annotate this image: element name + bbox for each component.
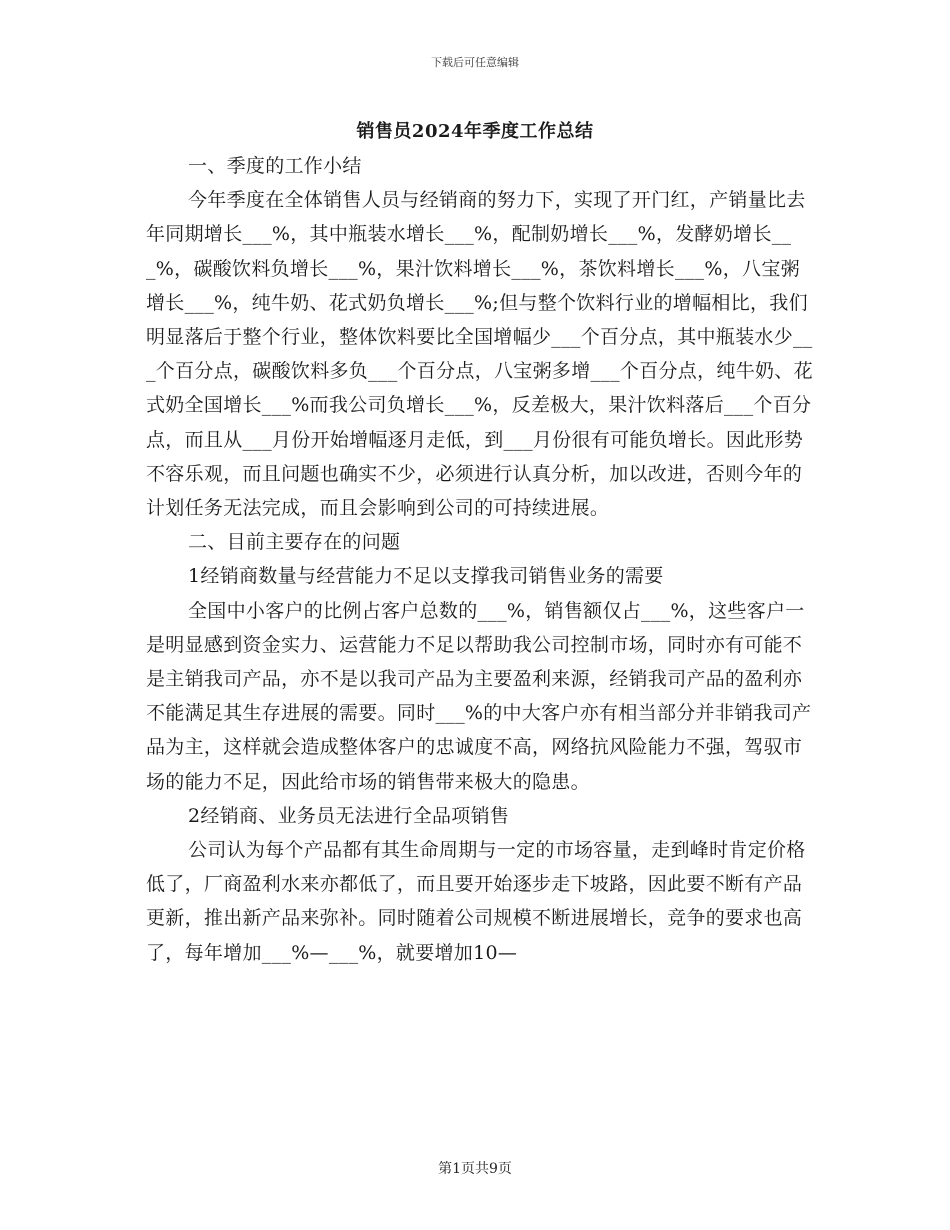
document-body	[146, 149, 816, 970]
document-title: 销售员2024年季度工作总结	[356, 121, 594, 142]
header-note: 下载后可任意编辑	[431, 56, 519, 69]
subheading-1: 1经销商数量与经营能力不足以支撑我司销售业务的需要	[188, 565, 664, 588]
section-heading-2: 二、目前主要存在的问题	[188, 531, 401, 554]
subheading-2: 2经销商、业务员无法进行全品项销售	[188, 804, 510, 827]
paragraph-product-lifecycle: 公司认为每个产品都有其生命周期与一定的市场容量，走到峰时肯定价格低了，厂商盈利水来亦都低了，而且要开始逐步走下坡路，因此要不断有产品更新，推出新产品来弥补。同时随着公司规模不断进展增长，竞争的要求也高了，每年增加___%—___%，就要增加10—	[146, 839, 806, 964]
paragraph-customer-analysis: 全国中小客户的比例占客户总数的___%，销售额仅占___%，这些客户一是明显感到资金实力、运营能力不足以帮助我公司控制市场，同时亦有可能不是主销我司产品，亦不是以我司产品为主要盈利来源，经销我司产品的盈利亦不能满足其生存进展的需要。同时___%的中大客户亦有相当部分并非销我司产品为主，这样就会造成整体客户的忠诚度不高，网络抗风险能力不强，驾驭市场的能力不足，因此给市场的销售带来极大的隐患。	[146, 599, 812, 793]
section-heading-1: 一、季度的工作小结	[188, 155, 362, 177]
page-footer: 第1页共9页	[438, 1161, 512, 1177]
paragraph-quarter-summary: 今年季度在全体销售人员与经销商的努力下，实现了开门红，产销量比去年同期增长___%，其中瓶装水增长___%，配制奶增长___%，发酵奶增长___%，碳酸饮料负增长___%，果汁饮料增长___%，茶饮料增长___%，八宝粥增长___%，纯牛奶、花式奶负增长___%;但与整个饮料行业的增幅相比，我们明显落后于整个行业，整体饮料要比全国增幅少___个百分点，其中瓶装水少___个百分点，碳酸饮料多负___个百分点，八宝粥多增___个百分点，纯牛奶、花式奶全国增长___%而我公司负增长___%，反差极大，果汁饮料落后___个百分点，而且从___月份开始增幅逐月走低，到___月份很有可能负增长。因此形势不容乐观，而且问题也确实不少，必须进行认真分析，加以改进，否则今年的计划任务无法完成，而且会影响到公司的可持续进展。	[146, 189, 813, 520]
